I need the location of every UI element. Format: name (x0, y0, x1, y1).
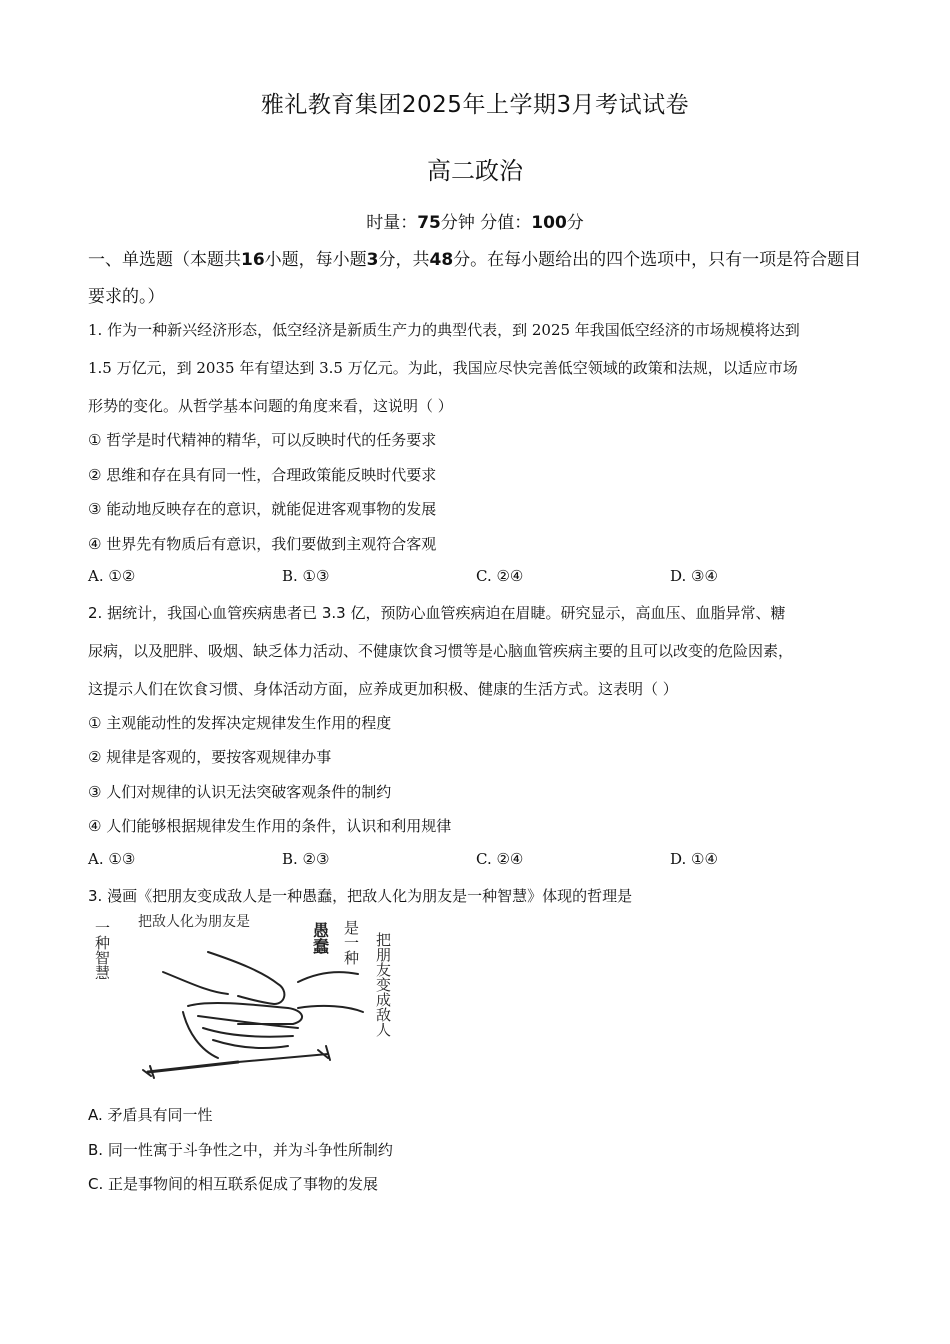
q2-statement: ③ 人们对规律的认识无法突破客观条件的制约 (88, 783, 392, 801)
q2-option-d[interactable]: D. ①④ (670, 850, 718, 868)
q1-stem-line-2: 1.5 万亿元，到 2035 年有望达到 3.5 万亿元。为此，我国应尽快完善低空领域的政策和法规，以适应市场 (88, 359, 798, 377)
q1-stem-line-3: 形势的变化。从哲学基本问题的角度来看，这说明（ ） (88, 397, 453, 415)
q2-option-c[interactable]: C. ②④ (476, 850, 524, 868)
q3-option-b[interactable]: B. 同一性寓于斗争性之中，并为斗争性所制约 (88, 1141, 393, 1159)
cartoon-caption-left: 一种智慧 (93, 920, 111, 980)
q1-statement: ① 哲学是时代精神的精华，可以反映时代的任务要求 (88, 431, 437, 449)
exam-meta (0, 208, 950, 233)
q2-stem-line-2: 尿病，以及肥胖、吸烟、缺乏体力活动、不健康饮食习惯等是心脑血管疾病主要的且可以改变的危险因素， (88, 642, 794, 660)
q3-option-c[interactable]: C. 正是事物间的相互联系促成了事物的发展 (88, 1175, 379, 1193)
q1-stem-line-1: 1. 作为一种新兴经济形态，低空经济是新质生产力的典型代表，到 2025 年我国低空经济的市场规模将达到 (88, 321, 800, 339)
q2-option-a[interactable]: A. ①③ (88, 850, 136, 868)
q2-statement: ② 规律是客观的，要按客观规律办事 (88, 748, 332, 766)
score-unit: 分 (566, 213, 584, 233)
time-unit: 分钟 分值： (440, 213, 532, 233)
cartoon-caption-stupid: 愚蠢 (310, 922, 330, 954)
q2-statement: ④ 人们能够根据规律发生作用的条件，认识和利用规律 (88, 817, 452, 835)
q1-option-b[interactable]: B. ①③ (282, 567, 330, 585)
q1-option-d[interactable]: D. ③④ (670, 567, 718, 585)
score-value: 100 (531, 213, 567, 233)
time-label: 时量： (366, 213, 418, 233)
handshake-cartoon (88, 912, 400, 1084)
q1-statement: ③ 能动地反映存在的意识，就能促进客观事物的发展 (88, 500, 437, 518)
q2-option-b[interactable]: B. ②③ (282, 850, 330, 868)
q1-option-a[interactable]: A. ①② (88, 567, 136, 585)
time-value: 75 (417, 213, 441, 233)
cartoon-caption-mid: 是一种 (342, 920, 360, 965)
q1-option-c[interactable]: C. ②④ (476, 567, 524, 585)
exam-title: 雅礼教育集团2025年上学期3月考试试卷 (260, 92, 690, 118)
q2-stem-line-1: 2. 据统计，我国心血管疾病患者已 3.3 亿，预防心血管疾病迫在眉睫。研究显示，高血压、血脂异常、糖 (88, 604, 786, 622)
q1-statement: ④ 世界先有物质后有意识，我们要做到主观符合客观 (88, 535, 437, 553)
handshake-drawing (143, 952, 363, 1078)
q2-stem-line-3: 这提示人们在饮食习惯、身体活动方面，应养成更加积极、健康的生活方式。这表明（ ） (88, 680, 678, 698)
cartoon-caption-top: 把敌人化为朋友是 (138, 914, 250, 930)
q2-statement: ① 主观能动性的发挥决定规律发生作用的程度 (88, 714, 392, 732)
section-heading: 一、单选题（本题共16小题，每小题3分，共48分。在每小题给出的四个选项中，只有一项是符合题目要求的。） (88, 250, 862, 307)
exam-subject: 高二政治 (427, 157, 523, 185)
cartoon-caption-right: 把朋友变成敌人 (374, 932, 392, 1037)
q3-option-a[interactable]: A. 矛盾具有同一性 (88, 1106, 213, 1124)
q3-stem: 3. 漫画《把朋友变成敌人是一种愚蠢，把敌人化为朋友是一种智慧》体现的哲理是 (88, 887, 633, 905)
q1-statement: ② 思维和存在具有同一性，合理政策能反映时代要求 (88, 466, 437, 484)
